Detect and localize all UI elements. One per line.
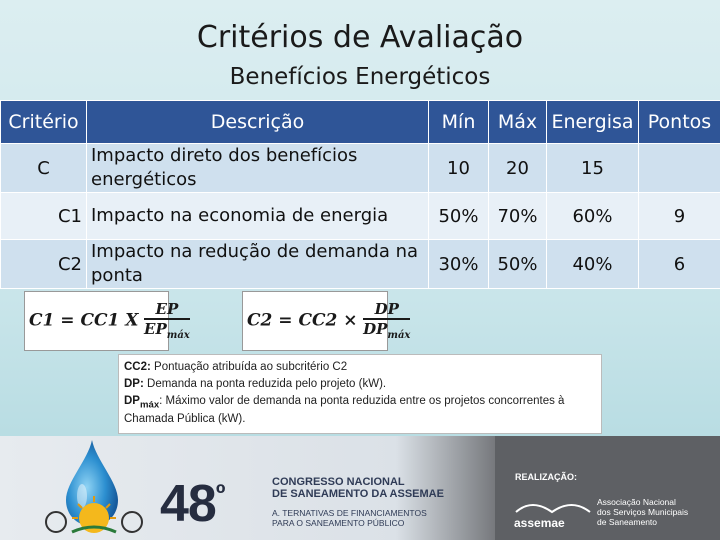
assemae-wordmark: assemae — [514, 516, 565, 530]
cell-pontos: 9 — [639, 193, 720, 240]
header-energisa: Energisa — [547, 101, 639, 144]
table-row — [1, 240, 720, 289]
table-header-row — [1, 101, 720, 144]
cell-min: 10 — [429, 144, 489, 193]
cell-descricao: Impacto na economia de energia — [87, 193, 429, 240]
formula-c2-fraction — [363, 300, 410, 341]
assemae-description: Associação Nacional dos Serviços Municipais de Saneamento — [597, 497, 689, 527]
formula-c1-numerator: EP — [144, 300, 190, 320]
cell-pontos — [639, 144, 720, 193]
cell-energisa: 15 — [547, 144, 639, 193]
formula-c1-fraction — [144, 300, 190, 341]
formula-c2-numerator: DP — [363, 300, 410, 320]
cell-energisa: 60% — [547, 193, 639, 240]
cell-pontos: 6 — [639, 240, 720, 289]
cell-max: 20 — [489, 144, 547, 193]
legend-line-dpmax: $DP_{máx}$: Máximo valor de demanda na ponta reduzida entre os projetos concorrentes à Chamada Pública (kW). — [124, 395, 565, 426]
cell-descricao: Impacto direto dos benefícios energéticos — [87, 144, 429, 193]
formula-c1-lhs: C1 = CC1 X — [29, 310, 139, 331]
header-min: Mín — [429, 101, 489, 144]
cell-min: 30% — [429, 240, 489, 289]
cell-descricao: Impacto na redução de demanda na ponta — [87, 240, 429, 289]
cell-criterio: C2 — [1, 240, 87, 289]
table-row — [1, 144, 720, 193]
realizacao-label: REALIZAÇÃO: — [515, 472, 577, 482]
edition-number: $48^º$ — [160, 475, 225, 533]
congress-name: CONGRESSO NACIONAL DE SANEAMENTO DA ASSEMAE — [272, 476, 444, 500]
cell-max: 50% — [489, 240, 547, 289]
table-row — [1, 193, 720, 240]
header-pontos: Pontos — [639, 101, 720, 144]
cell-min: 50% — [429, 193, 489, 240]
formula-c2 — [242, 291, 411, 351]
formula-legend — [118, 354, 602, 434]
formula-c2-lhs: C2 = CC2 × — [247, 310, 358, 331]
page-title: Critérios de Avaliação — [196, 20, 524, 55]
sun-emblem-icon — [42, 492, 146, 536]
cell-energisa: 40% — [547, 240, 639, 289]
header-max: Máx — [489, 101, 547, 144]
cell-criterio: C — [1, 144, 87, 193]
legend-line-cc2: CC2: Pontuação atribuída ao subcritério C2 — [124, 361, 348, 373]
formula-c2-denominator: $DP_{máx}$ — [363, 320, 411, 341]
header-descricao: Descrição — [87, 101, 429, 144]
header-criterio: Critério — [1, 101, 87, 144]
criteria-table — [0, 100, 720, 289]
page-subtitle: Benefícios Energéticos — [229, 64, 491, 90]
congress-tagline: A. TERNATIVAS DE FINANCIAMENTOS PARA O SANEAMENTO PÚBLICO — [272, 508, 427, 528]
cell-criterio: C1 — [1, 193, 87, 240]
legend-line-dp: DP: Demanda na ponta reduzida pelo projeto (kW). — [124, 378, 387, 390]
cell-max: 70% — [489, 193, 547, 240]
formula-c1-denominator: $EP_{máx}$ — [144, 320, 190, 341]
formula-c1 — [24, 291, 190, 351]
